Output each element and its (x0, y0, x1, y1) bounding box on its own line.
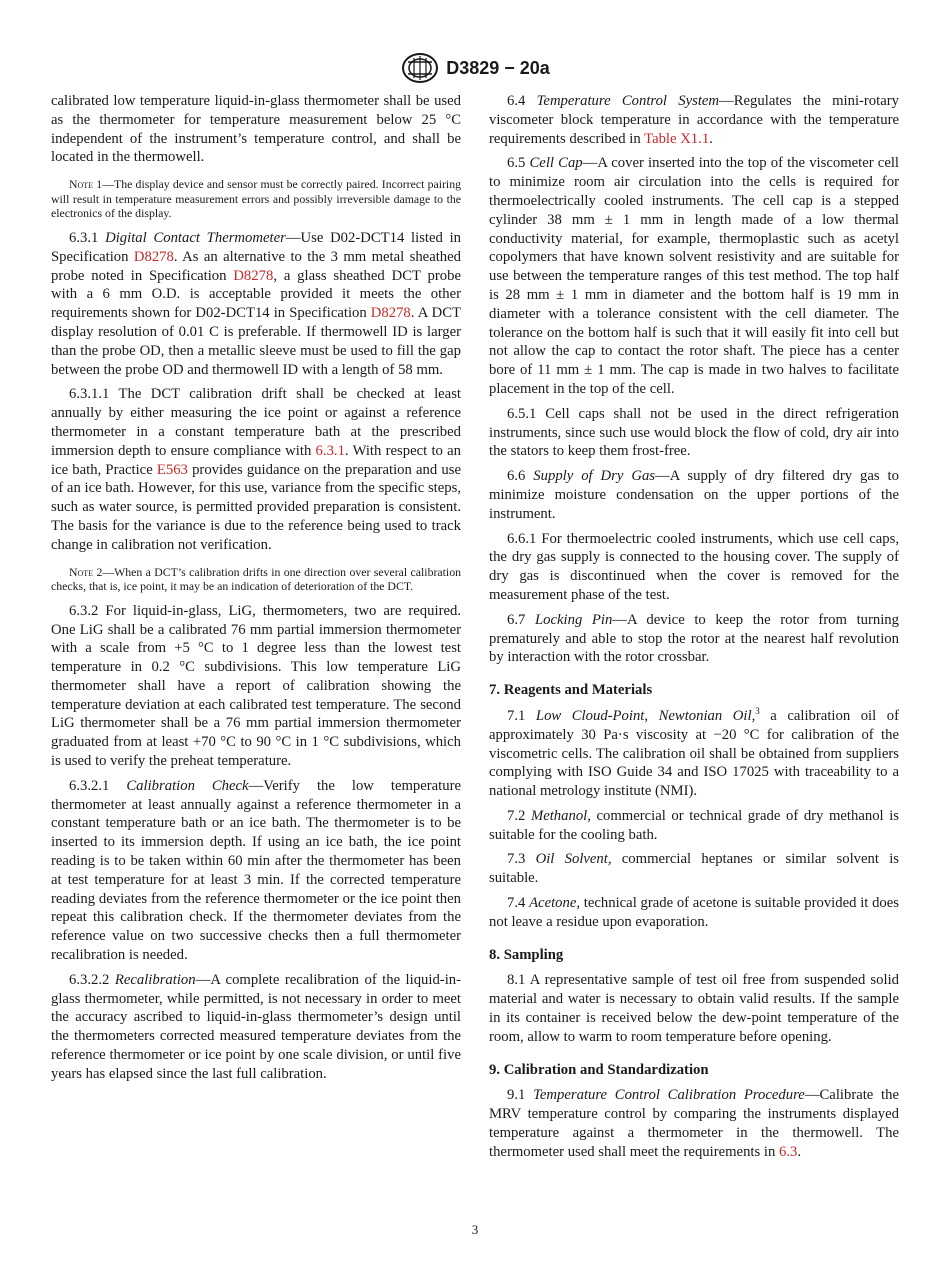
section-title: Acetone, (529, 895, 581, 912)
ref-d8278-link[interactable]: D8278 (370, 305, 411, 322)
section-text: commercial heptanes or similar solvent is suitable. (489, 851, 899, 887)
note-1-text: —The display device and sensor must be correctly paired. Incorrect pairing will result in temperature measurement errors and possibly irreversible damage to the electronics of the display. (51, 177, 461, 221)
section-number: 6.3.2.2 (69, 971, 110, 988)
section-number: 9.1 (507, 1087, 526, 1104)
section-number: 7.1 (507, 707, 526, 724)
note-1 (51, 177, 461, 221)
section-number: 6.7 (507, 611, 526, 628)
section-7-4 (489, 894, 899, 932)
section-number: 6.4 (507, 93, 526, 109)
section-title: Cell Cap (529, 155, 583, 172)
section-text: —Calibrate the MRV temperature control by comparing the instruments displayed temperature against a thermometer in the thermowell. The thermometer used shall meet the requirements in (489, 1087, 899, 1160)
section-number: 6.3.2.1 (69, 777, 110, 794)
section-number: 7.4 (507, 895, 526, 912)
section-9-1 (489, 1086, 899, 1161)
section-title: Temperature Control System (536, 93, 720, 109)
heading-sampling: 8. Sampling (489, 946, 564, 963)
section-6-3-2: 6.3.2 For liquid-in-glass, LiG, thermometers, two are required. One LiG shall be a calibrated 76 mm partial immersion thermometer with a scale from +5 °C to 1 degree less than the lowest test temperature in 0.2 °C subdivisions. This low temperature LiG thermometer shall have a report of calibration showing the temperature deviation at each calibrated test temperature. The second LiG thermometer shall be a 76 mm partial immersion thermometer graduated from at least +70 °C to 90 °C in 1 °C subdivisions, which is used to verify the preheat temperature. (51, 602, 461, 770)
ref-e563-link[interactable]: E563 (156, 461, 188, 478)
ref-table-x1-1-link[interactable]: Table X1.1 (644, 130, 710, 147)
section-title: Calibration Check (126, 777, 249, 794)
section-6-7 (489, 611, 899, 667)
section-6-3-2-1 (51, 777, 461, 965)
paragraph-intro: calibrated low temperature liquid-in-glass thermometer shall be used as the thermometer for temperature measurement below 25 °C independent of the instrument’s temperature control, and shall be located in the thermowell. (51, 93, 461, 166)
right-column (489, 92, 899, 1168)
note-2 (51, 565, 461, 594)
section-number: 6.3.1 (69, 229, 99, 246)
section-text: —A device to keep the rotor from turning prematurely and able to stop the rotor at the nearest half revolution by interaction with the rotor crossbar. (489, 611, 899, 666)
section-title: Low Cloud-Point, Newtonian Oil, (535, 707, 756, 724)
ref-d8278-link[interactable]: D8278 (133, 248, 174, 265)
section-7-3 (489, 850, 899, 888)
section-text: —A complete recalibration of the liquid-in-glass thermometer, while permitted, is not necessary in order to meet the accuracy ascribed to liquid-in-glass thermometer’s design until the thermometers corrected measured temperature deviates from the reference thermometer or ice point by one scale division, or until five years has elapsed since the last full calibration. (51, 971, 462, 1082)
section-number: 6.6 (507, 468, 526, 485)
section-6-3-2-2 (51, 971, 461, 1084)
section-text: a calibration oil of approximately 30 Pa·s viscosity at −20 °C for calibration of the viscometric cells. The calibration oil shall be obtained from suppliers complying with ISO Guide 34 and ISO 17025 with traceability to a national metrology institute (NMI). (489, 707, 899, 800)
astm-logo-icon (400, 52, 440, 84)
heading-calibration-and-standardization: 9. Calibration and Standardization (489, 1061, 709, 1078)
section-text: technical grade of acetone is suitable provided it does not leave a residue upon evaporation. (489, 895, 899, 930)
section-7-2 (489, 807, 899, 845)
section-8-1: 8.1 A representative sample of test oil free from suspended solid material and water is necessary to obtain valid results. If the sample in its container is received below the dew-point temperature of the room, allow to warm to room temperature before opening. (489, 972, 899, 1045)
section-number: 6.5 (507, 155, 526, 172)
page-number: 3 (471, 1222, 479, 1237)
section-6-6 (489, 467, 899, 523)
section-text: . (709, 130, 713, 147)
section-6-3-1 (51, 229, 461, 379)
section-text: . A DCT display resolution of 0.01 C is preferable. If thermowell ID is larger than the probe OD, then a metallic sleeve must be used to fill the gap between the probe OD and thermowell ID with a length of 58 mm. (51, 305, 461, 378)
note-1-label: Note 1 (69, 177, 103, 192)
section-number: 7.2 (507, 807, 526, 824)
ref-6-3-1-link[interactable]: 6.3.1 (315, 442, 345, 459)
note-2-label: Note 2 (69, 564, 103, 579)
ref-d8278-link[interactable]: D8278 (233, 267, 274, 284)
section-text: provides guidance on the preparation and use of an ice bath. However, for this use, variance from the specific steps, such as water source, is permitted provided preparation is consistent. The basis for the variance is due to the reference being used to track change in calibration not verification. (51, 461, 461, 553)
heading-reagents-and-materials: 7. Reagents and Materials (489, 682, 653, 699)
section-text: —A supply of dry filtered dry gas to minimize moisture condensation on the upper portions of the instrument. (489, 468, 899, 522)
left-column (51, 92, 461, 1090)
section-text: —Verify the low temperature thermometer at least annually against a reference thermometer in a constant temperature bath or an ice bath. The thermometer is to be inserted to its immersion depth. If using an ice bath, the ice point reading is to be taken within 60 min after the thermometer has been at test temperature for at least 3 min. If the corrected temperature reading deviates from the reference thermometer or the ice point then repeat this calibration check. If the thermometer deviates from the reference value on two successive checks then a full thermometer recalibration is needed. (51, 777, 461, 964)
section-text: —Regulates the mini-rotary viscometer block temperature in accordance with the temperature requirements described in (489, 93, 899, 147)
section-title: Locking Pin (534, 611, 613, 628)
ref-6-3-link[interactable]: 6.3 (779, 1143, 798, 1160)
footnote-marker: 3 (755, 706, 760, 717)
section-6-6-1: 6.6.1 For thermoelectric cooled instruments, which use cell caps, the dry gas supply is connected to the housing cover. The supply of dry gas is discontinued when the cover is removed for the measurement phase of the test. (489, 530, 899, 603)
section-title: Temperature Control Calibration Procedure (533, 1087, 805, 1104)
section-text: . (797, 1143, 802, 1160)
section-title: Supply of Dry Gas (533, 468, 655, 485)
page-header (0, 52, 950, 84)
section-text: —A cover inserted into the top of the viscometer cell to minimize room air circulation into the cells is required for thermoelectrically cooled instruments. The cell cap is a stepped cylinder 38 mm ± 1 mm in length made of a low thermal conductivity material, for example, thermoplastic such as acetyl copolymers that have known solvent resistivity and are suitable for use between the temperature ranges of this test method. The top half is 28 mm ± 1 mm in diameter and the bottom half is 19 mm in diameter with a tolerance consistent with the cell diameter. The tolerance on the bottom half is such that it will easily fit into cell but not allow the cap to contact the rotor shaft. The piece has a center bore of 11 mm ± 1 mm. The cap is made in two halves to facilitate placement in the top of the cell. (489, 155, 900, 397)
note-2-text: —When a DCT’s calibration drifts in one direction over several calibration checks, that is, ice point, it may be an indication of deterioration of the DCT. (51, 564, 461, 594)
section-text: . As an alternative to the 3 mm metal sheathed probe noted in Specification (51, 248, 461, 284)
section-text: . With respect to an ice bath, Practice (51, 442, 461, 478)
section-text: commercial or technical grade of dry methanol is suitable for the cooling bath. (489, 807, 900, 843)
section-7-1 (489, 707, 899, 801)
section-text: , a glass sheathed DCT probe with a 6 mm O.D. is acceptable provided it meets the other requirements shown for D02-DCT14 in Specification (51, 267, 461, 322)
section-6-4 (489, 92, 899, 148)
section-text: 6.3.1.1 The DCT calibration drift shall be checked at least annually by either measuring the ice point or against a reference thermometer in a constant temperature bath at the prescribed immersion depth to ensure compliance with (51, 386, 461, 459)
section-number: 7.3 (507, 851, 526, 868)
section-6-3-1-1 (51, 385, 461, 554)
section-6-5-1: 6.5.1 Cell caps shall not be used in the direct refrigeration instruments, since such use would block the flow of cold, dry air into the stators to keep them frost-free. (489, 405, 899, 460)
section-text: —Use D02-DCT14 listed in Specification (51, 229, 462, 265)
section-6-5 (489, 154, 899, 398)
section-title: Recalibration (114, 971, 196, 988)
section-title: Digital Contact Thermometer (105, 229, 286, 246)
section-title: Methanol, (530, 807, 591, 824)
document-id: D3829 − 20a (446, 57, 550, 78)
section-title: Oil Solvent, (535, 851, 612, 868)
